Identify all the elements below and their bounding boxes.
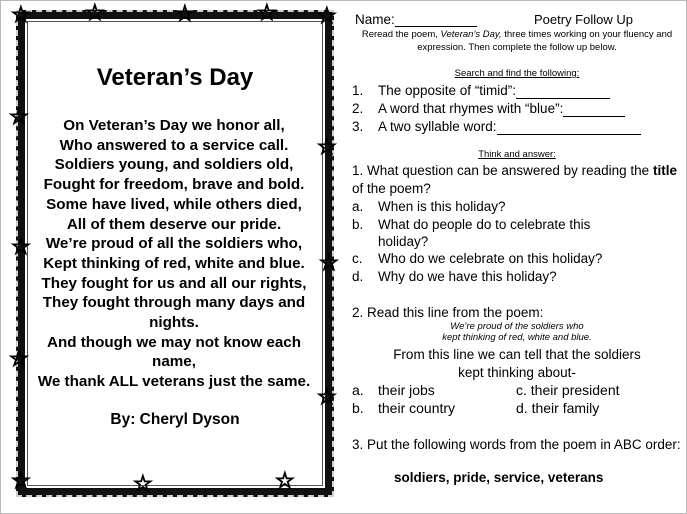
q1-option[interactable] — [352, 268, 682, 285]
star-icon: ☆ — [175, 2, 195, 27]
star-icon: ☆ — [319, 251, 339, 276]
option-letter: d. — [352, 269, 364, 284]
search-item — [352, 82, 610, 99]
name-blank[interactable] — [395, 14, 477, 27]
answer-blank[interactable] — [563, 103, 625, 117]
instructions-text: Reread the poem, — [361, 29, 441, 40]
instructions — [352, 28, 682, 54]
item-number: 2. — [352, 101, 364, 116]
prompt-line: kept thinking about- — [458, 364, 576, 380]
poem-line: Soldiers young, and soldiers old, — [54, 156, 294, 174]
option-text: Who do we celebrate on this holiday? — [378, 251, 603, 266]
option-letter: a. — [352, 199, 364, 214]
poem-line: We’re proud of all the soldiers who, — [45, 235, 303, 253]
item-number: 3. — [352, 119, 364, 134]
star-icon: ☆ — [9, 105, 29, 130]
search-item — [352, 100, 625, 117]
question-2: 2. Read this line from the poem: — [352, 305, 544, 320]
q1-option[interactable] — [352, 216, 642, 250]
quote-line: We’re proud of the soldiers who — [450, 321, 584, 332]
abc-words: soldiers, pride, service, veterans — [394, 470, 604, 485]
poem-title: Veteran’s Day — [96, 64, 254, 91]
star-icon: ☆ — [317, 135, 337, 160]
option-letter: a. — [352, 382, 364, 398]
option-letter: c. — [352, 251, 363, 266]
search-item — [352, 118, 641, 135]
star-icon: ☆ — [317, 4, 337, 29]
q1-option[interactable] — [352, 250, 682, 267]
option-text: their president — [530, 382, 620, 398]
star-icon: ☆ — [85, 1, 105, 26]
quote-line: kept thinking of red, white and blue. — [442, 332, 592, 343]
option-text: Why do we have this holiday? — [378, 269, 557, 284]
star-icon: ☆ — [11, 235, 31, 260]
question-text: of the poem? — [352, 180, 431, 196]
q2-option[interactable] — [516, 382, 620, 399]
item-text: A word that rhymes with “blue”: — [378, 101, 564, 116]
poem-line: On Veteran’s Day we honor all, — [63, 117, 285, 134]
poem-line: Who answered to a service call. — [59, 136, 289, 154]
option-letter: d. — [516, 400, 528, 416]
prompt-line: From this line we can tell that the soldiers — [393, 347, 641, 362]
poem-line: Kept thinking of red, white and blue. — [43, 254, 305, 272]
poem-line: They fought for us and all our rights, — [41, 274, 307, 292]
poem-line: And though we may not know each — [47, 333, 301, 351]
poem-line: We thank ALL veterans just the same. — [37, 373, 311, 391]
item-number: 1. — [352, 83, 364, 98]
star-icon: ☆ — [257, 1, 277, 26]
question-1 — [352, 162, 682, 197]
name-field[interactable] — [355, 12, 477, 27]
answer-blank[interactable] — [516, 85, 610, 99]
answer-blank[interactable] — [497, 121, 641, 135]
option-text: What do people do to celebrate this holiday? — [378, 217, 591, 249]
instructions-text: three times working on your fluency and expression. Then complete the follow up below. — [417, 29, 673, 53]
name-label: Name: — [355, 12, 395, 27]
poem-line: nights. — [149, 314, 199, 332]
poem-line: name, — [152, 353, 196, 371]
star-icon: ☆ — [11, 469, 31, 494]
poem-line: All of them deserve our pride. — [66, 215, 282, 233]
instructions-poem-name: Veteran’s Day, — [440, 29, 502, 40]
item-text: The opposite of “timid”: — [378, 83, 517, 98]
option-letter: b. — [352, 400, 364, 416]
poem-quote — [352, 321, 682, 343]
question-3: 3. Put the following words from the poem in ABC order: — [352, 437, 681, 452]
search-heading: Search and find the following: — [454, 68, 580, 79]
question-emphasis: title — [652, 163, 677, 178]
q2-option[interactable] — [352, 382, 435, 399]
option-letter: b. — [352, 217, 364, 232]
poem-line: Some have lived, while others died, — [46, 195, 302, 213]
option-text: their family — [531, 400, 600, 416]
question-text: 1. What question can be answered by reading the — [352, 163, 653, 178]
q2-option[interactable] — [516, 400, 599, 417]
star-icon: ☆ — [133, 472, 153, 497]
think-heading: Think and answer: — [478, 149, 556, 160]
question-2-prompt — [352, 346, 682, 381]
star-icon: ☆ — [317, 385, 337, 410]
item-text: A two syllable word: — [378, 119, 497, 134]
worksheet-title: Poetry Follow Up — [534, 12, 633, 27]
option-text: their country — [378, 400, 456, 416]
q2-option[interactable] — [352, 400, 455, 417]
poem-line: Fought for freedom, brave and bold. — [43, 176, 305, 194]
star-icon: ☆ — [11, 3, 31, 28]
poem-body — [28, 116, 320, 392]
star-icon: ☆ — [275, 469, 295, 494]
poem-author: By: Cheryl Dyson — [110, 411, 240, 428]
q1-option[interactable] — [352, 198, 682, 215]
option-text: When is this holiday? — [378, 199, 506, 214]
poem-line: They fought through many days and — [42, 294, 306, 312]
star-icon: ☆ — [9, 347, 29, 372]
option-text: their jobs — [378, 382, 435, 398]
option-letter: c. — [516, 382, 527, 398]
